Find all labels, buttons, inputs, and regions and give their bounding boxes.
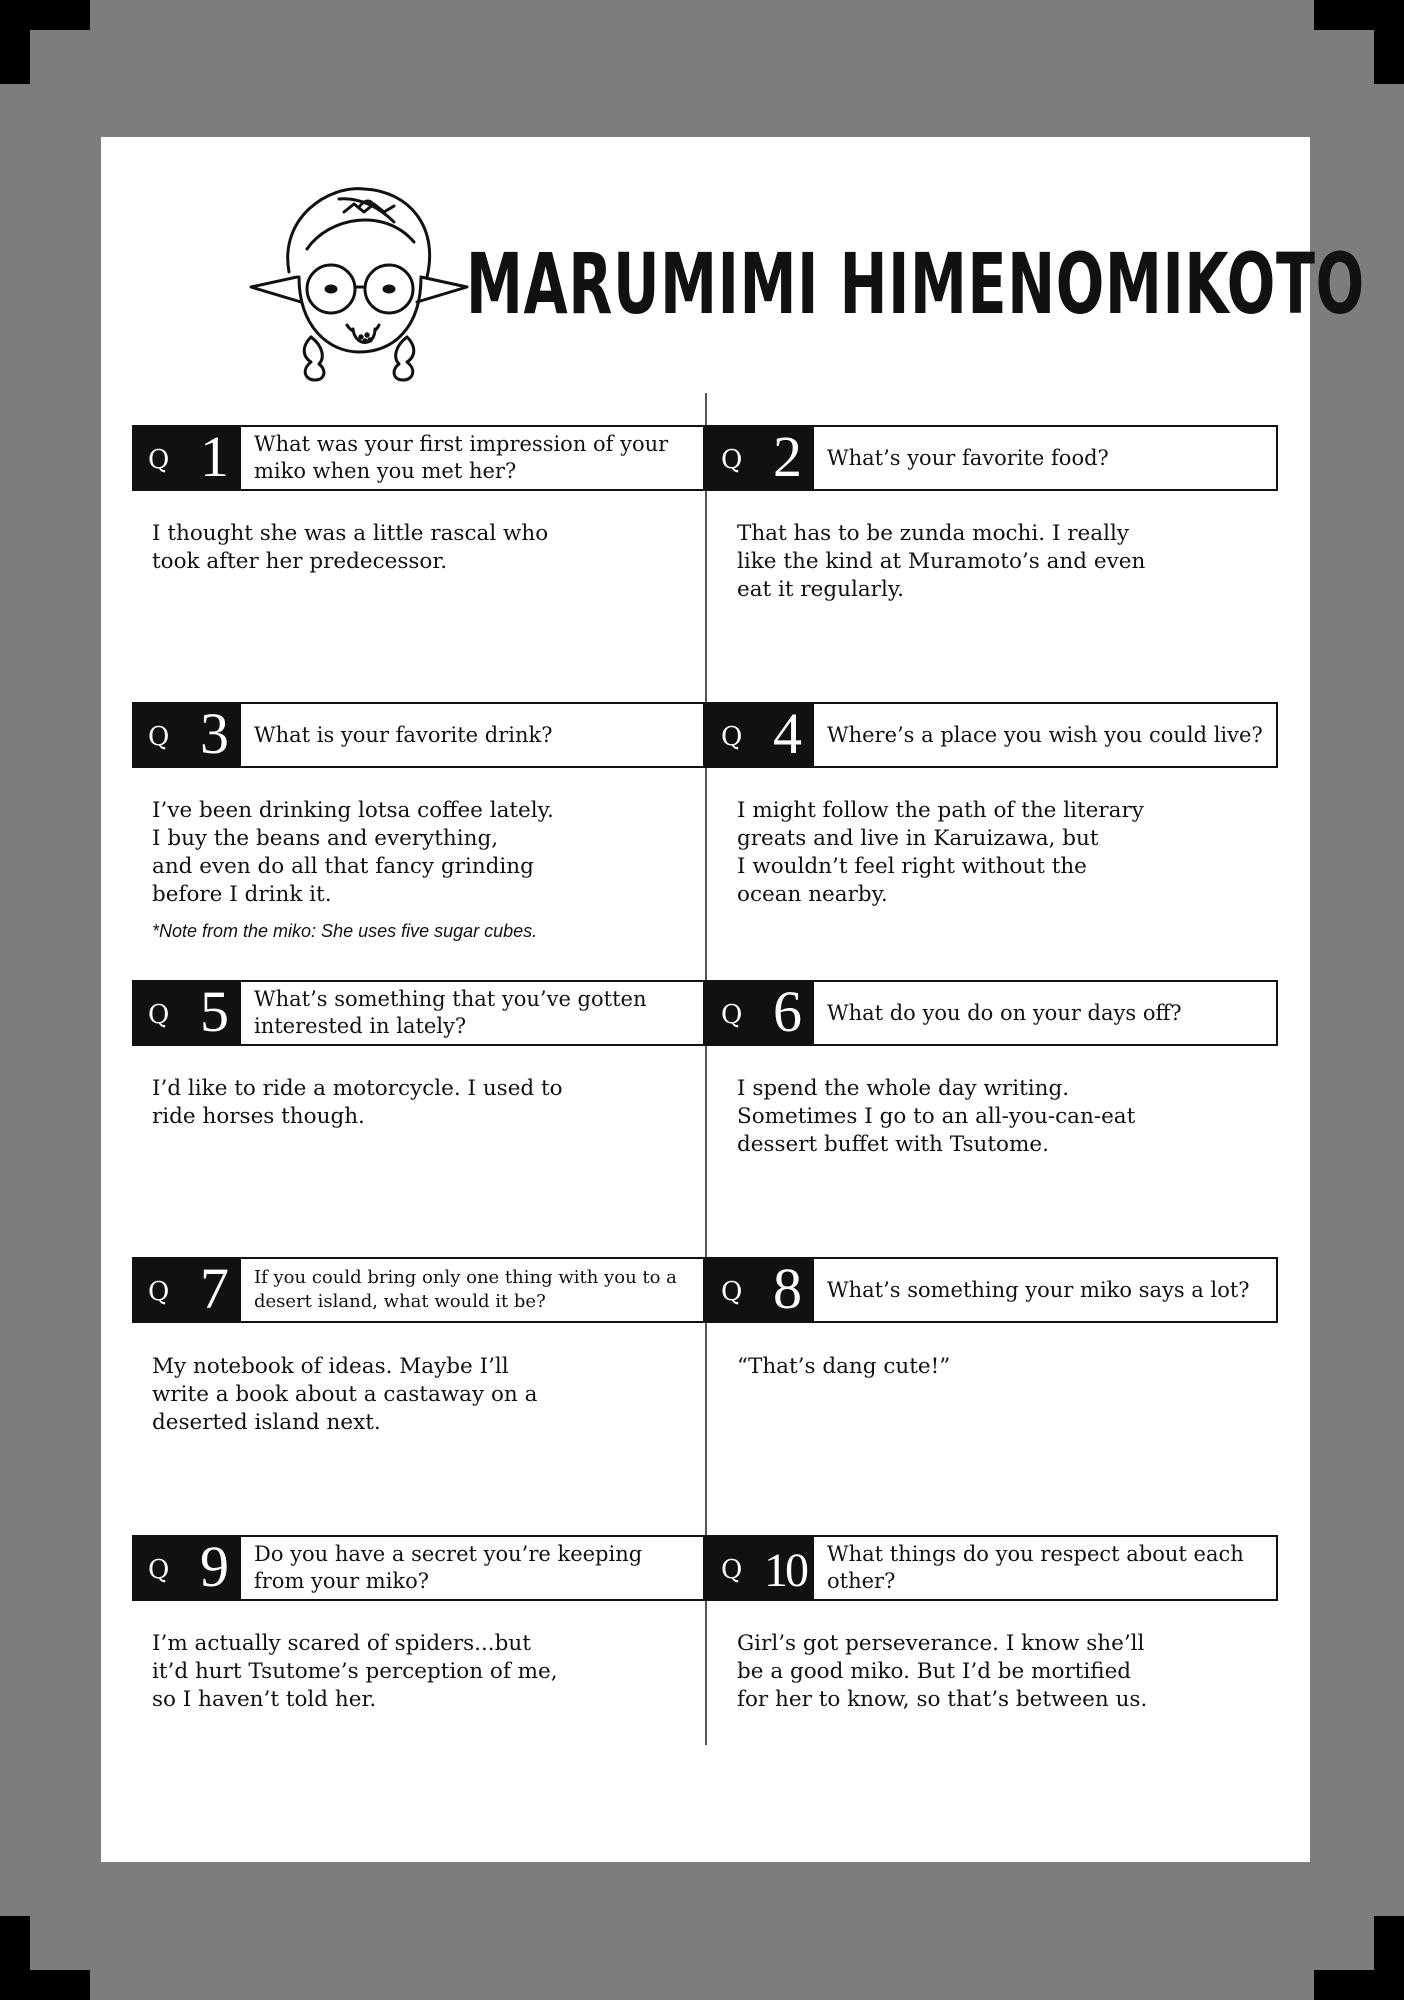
answer-7: My notebook of ideas. Maybe I’ll write a book about a castaway on a deserted island next.: [152, 1354, 538, 1435]
crop-mark-top-right-h: [1314, 0, 1404, 30]
question-1-header: [132, 425, 705, 491]
profile-page: [101, 137, 1365, 1862]
question-5-text: What’s something that you’ve gotten interested in lately?: [254, 987, 647, 1038]
question-5-header: [132, 980, 705, 1046]
question-8-header: [705, 1257, 1278, 1323]
question-2-text: What’s your favorite food?: [827, 445, 1109, 470]
question-8-text: What’s something your miko says a lot?: [827, 1277, 1250, 1302]
question-1-badge: Q 1: [132, 425, 241, 491]
question-1-text: What was your first impression of your miko when you met her?: [254, 432, 669, 483]
answer-3: I’ve been drinking lotsa coffee lately. I buy the beans and everything, and even do all that fancy grinding before I drink it.: [152, 798, 554, 907]
question-7-badge: Q 7: [132, 1257, 241, 1323]
question-10-header: [705, 1535, 1278, 1601]
question-6-header: [705, 980, 1278, 1046]
answer-9: I’m actually scared of spiders...but it’d hurt Tsutome’s perception of me, so I haven’t told her.: [152, 1631, 558, 1712]
question-4-badge: Q 4: [705, 702, 814, 768]
answer-10: Girl’s got perseverance. I know she’ll be a good miko. But I’d be mortified for her to know, so that’s between us.: [737, 1631, 1148, 1712]
crop-mark-top-left-h: [0, 0, 90, 30]
question-4-text: Where’s a place you wish you could live?: [827, 722, 1263, 747]
page-title: MARUMIMI HIMENOMIKOTO: [466, 235, 1365, 333]
question-9-badge: Q 9: [132, 1535, 241, 1601]
question-3-text: What is your favorite drink?: [254, 722, 553, 747]
question-9-header: [132, 1535, 705, 1601]
character-portrait-icon: [249, 177, 469, 385]
question-2-badge: Q 2: [705, 425, 814, 491]
question-9-text: Do you have a secret you’re keeping from your miko?: [254, 1542, 643, 1593]
crop-mark-bottom-right-h: [1314, 1970, 1404, 2000]
answer-4: I might follow the path of the literary greats and live in Karuizawa, but I wouldn’t feel right without the ocean nearby.: [737, 798, 1144, 907]
question-3-header: [132, 702, 705, 768]
answer-3-note: *Note from the miko: She uses five sugar cubes.: [152, 921, 538, 941]
question-2-header: [705, 425, 1278, 491]
answer-2: That has to be zunda mochi. I really like the kind at Muramoto’s and even eat it regularly.: [737, 521, 1146, 602]
answer-6: I spend the whole day writing. Sometimes I go to an all-you-can-eat dessert buffet with Tsutome.: [737, 1076, 1136, 1157]
answer-1: I thought she was a little rascal who took after her predecessor.: [152, 521, 549, 574]
crop-mark-bottom-left-h: [0, 1970, 90, 2000]
question-4-header: [705, 702, 1278, 768]
question-7-header: [132, 1257, 705, 1323]
question-10-badge: Q 10: [705, 1535, 814, 1601]
question-10-text: What things do you respect about each other?: [827, 1542, 1244, 1593]
question-6-badge: Q 6: [705, 980, 814, 1046]
answer-8: “That’s dang cute!”: [737, 1354, 951, 1379]
answer-5: I’d like to ride a motorcycle. I used to ride horses though.: [152, 1076, 563, 1129]
question-7-text: If you could bring only one thing with you to a desert island, what would it be?: [254, 1267, 677, 1312]
question-8-badge: Q 8: [705, 1257, 814, 1323]
question-6-text: What do you do on your days off?: [827, 1000, 1182, 1025]
question-5-badge: Q 5: [132, 980, 241, 1046]
question-3-badge: Q 3: [132, 702, 241, 768]
